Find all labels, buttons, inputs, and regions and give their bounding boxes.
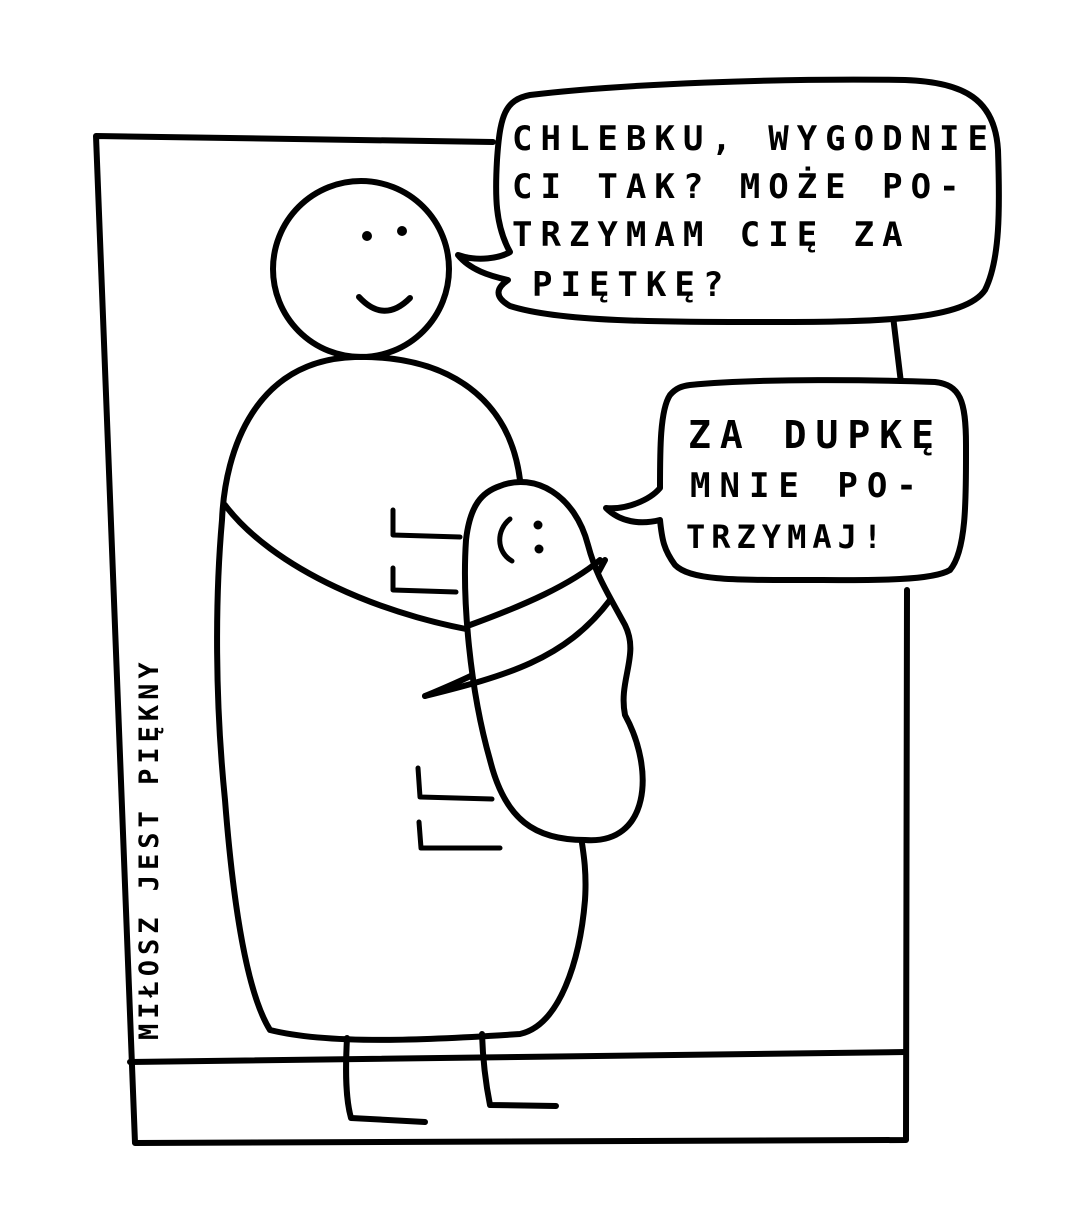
bubble-connector [893,316,901,383]
artist-credit: MIŁOSZ JEST PIĘKNY [134,657,165,1040]
person-leg-left [346,1038,425,1122]
person-eye-right [397,226,407,236]
bread-eye-bottom [535,545,544,554]
speech-top-line-3: TRZYMAM CIĘ ZA [512,215,911,255]
speech-bottom-line-1: ZA DUPKĘ [688,413,944,457]
bread-leg-2 [393,568,456,592]
speech-bubble-bottom [606,380,966,580]
speech-bottom-line-3: TRZYMAJ! [686,518,889,556]
speech-bubble-top [458,80,999,322]
bread-leg-3 [418,768,492,799]
speech-top-line-4: PIĘTKĘ? [532,265,732,305]
person-head [273,181,449,357]
bread-leg-4 [419,822,500,848]
bread-body[interactable] [465,482,643,840]
speech-top-line-2: CI TAK? MOŻE PO- [512,167,968,207]
bread-eye-top [534,521,543,530]
bread-leg-1 [393,510,460,537]
speech-bottom-line-2: MNIE PO- [690,466,926,506]
person-leg-right [482,1034,556,1106]
floor-line [130,1052,906,1062]
person-eye-left [362,231,372,241]
speech-top-line-1: CHLEBKU, WYGODNIE [512,119,996,159]
person-smile [359,297,410,311]
